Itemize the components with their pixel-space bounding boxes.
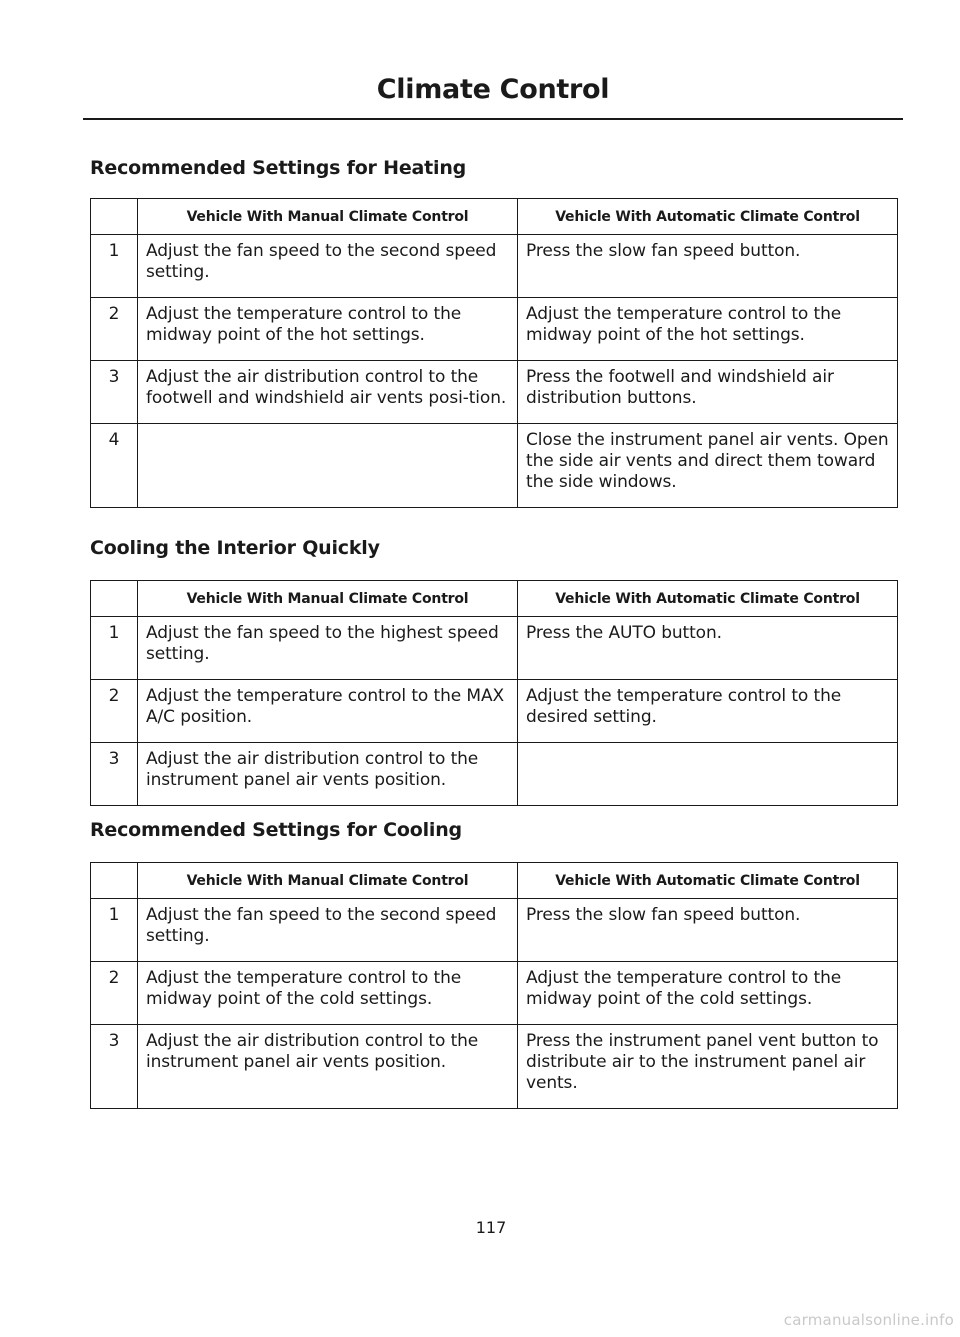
header-manual: Vehicle With Manual Climate Control bbox=[138, 863, 518, 899]
header-manual: Vehicle With Manual Climate Control bbox=[138, 581, 518, 617]
step-number: 2 bbox=[91, 298, 138, 361]
chapter-title: Climate Control bbox=[376, 74, 610, 105]
step-number: 2 bbox=[91, 962, 138, 1025]
page-number: 117 bbox=[475, 1218, 507, 1237]
table-row bbox=[91, 962, 898, 1025]
manual-instruction: Adjust the temperature control to the MAX A/C position. bbox=[138, 680, 518, 743]
section-title-cooling: Recommended Settings for Cooling bbox=[90, 819, 462, 841]
table-row bbox=[91, 424, 898, 508]
automatic-instruction bbox=[518, 743, 898, 806]
table-row bbox=[91, 743, 898, 806]
header-manual: Vehicle With Manual Climate Control bbox=[138, 199, 518, 235]
section-title-cooling-quickly: Cooling the Interior Quickly bbox=[90, 537, 380, 559]
table-row bbox=[91, 361, 898, 424]
step-number: 1 bbox=[91, 899, 138, 962]
manual-instruction: Adjust the fan speed to the second speed setting. bbox=[138, 899, 518, 962]
table-row bbox=[91, 235, 898, 298]
manual-instruction: Adjust the temperature control to the midway point of the cold settings. bbox=[138, 962, 518, 1025]
automatic-instruction: Adjust the temperature control to the desired setting. bbox=[518, 680, 898, 743]
manual-instruction bbox=[138, 424, 518, 508]
header-number bbox=[91, 199, 138, 235]
watermark: carmanualsonline.info bbox=[783, 1311, 954, 1329]
step-number: 3 bbox=[91, 1025, 138, 1109]
header-number bbox=[91, 863, 138, 899]
automatic-instruction: Adjust the temperature control to the midway point of the hot settings. bbox=[518, 298, 898, 361]
step-number: 1 bbox=[91, 235, 138, 298]
step-number: 3 bbox=[91, 361, 138, 424]
header-automatic: Vehicle With Automatic Climate Control bbox=[518, 581, 898, 617]
automatic-instruction: Close the instrument panel air vents. Open the side air vents and direct them toward the side windows. bbox=[518, 424, 898, 508]
heating-settings-table bbox=[90, 198, 898, 508]
automatic-instruction: Press the instrument panel vent button to distribute air to the instrument panel air vents. bbox=[518, 1025, 898, 1109]
table-header-row bbox=[91, 199, 898, 235]
automatic-instruction: Press the slow fan speed button. bbox=[518, 899, 898, 962]
cooling-settings-table bbox=[90, 862, 898, 1109]
manual-instruction: Adjust the air distribution control to the instrument panel air vents position. bbox=[138, 743, 518, 806]
chapter-divider bbox=[83, 118, 903, 120]
manual-instruction: Adjust the air distribution control to the footwell and windshield air vents posi-tion. bbox=[138, 361, 518, 424]
step-number: 3 bbox=[91, 743, 138, 806]
automatic-instruction: Adjust the temperature control to the midway point of the cold settings. bbox=[518, 962, 898, 1025]
table-row bbox=[91, 298, 898, 361]
step-number: 2 bbox=[91, 680, 138, 743]
cooling-quickly-table bbox=[90, 580, 898, 806]
manual-instruction: Adjust the temperature control to the midway point of the hot settings. bbox=[138, 298, 518, 361]
manual-instruction: Adjust the air distribution control to the instrument panel air vents position. bbox=[138, 1025, 518, 1109]
table-row bbox=[91, 680, 898, 743]
automatic-instruction: Press the slow fan speed button. bbox=[518, 235, 898, 298]
table-row bbox=[91, 1025, 898, 1109]
table-row bbox=[91, 617, 898, 680]
manual-instruction: Adjust the fan speed to the second speed setting. bbox=[138, 235, 518, 298]
header-automatic: Vehicle With Automatic Climate Control bbox=[518, 863, 898, 899]
section-title-heating: Recommended Settings for Heating bbox=[90, 157, 467, 179]
manual-instruction: Adjust the fan speed to the highest speed setting. bbox=[138, 617, 518, 680]
step-number: 4 bbox=[91, 424, 138, 508]
table-header-row bbox=[91, 863, 898, 899]
table-header-row bbox=[91, 581, 898, 617]
header-automatic: Vehicle With Automatic Climate Control bbox=[518, 199, 898, 235]
table-row bbox=[91, 899, 898, 962]
step-number: 1 bbox=[91, 617, 138, 680]
header-number bbox=[91, 581, 138, 617]
automatic-instruction: Press the footwell and windshield air distribution buttons. bbox=[518, 361, 898, 424]
automatic-instruction: Press the AUTO button. bbox=[518, 617, 898, 680]
